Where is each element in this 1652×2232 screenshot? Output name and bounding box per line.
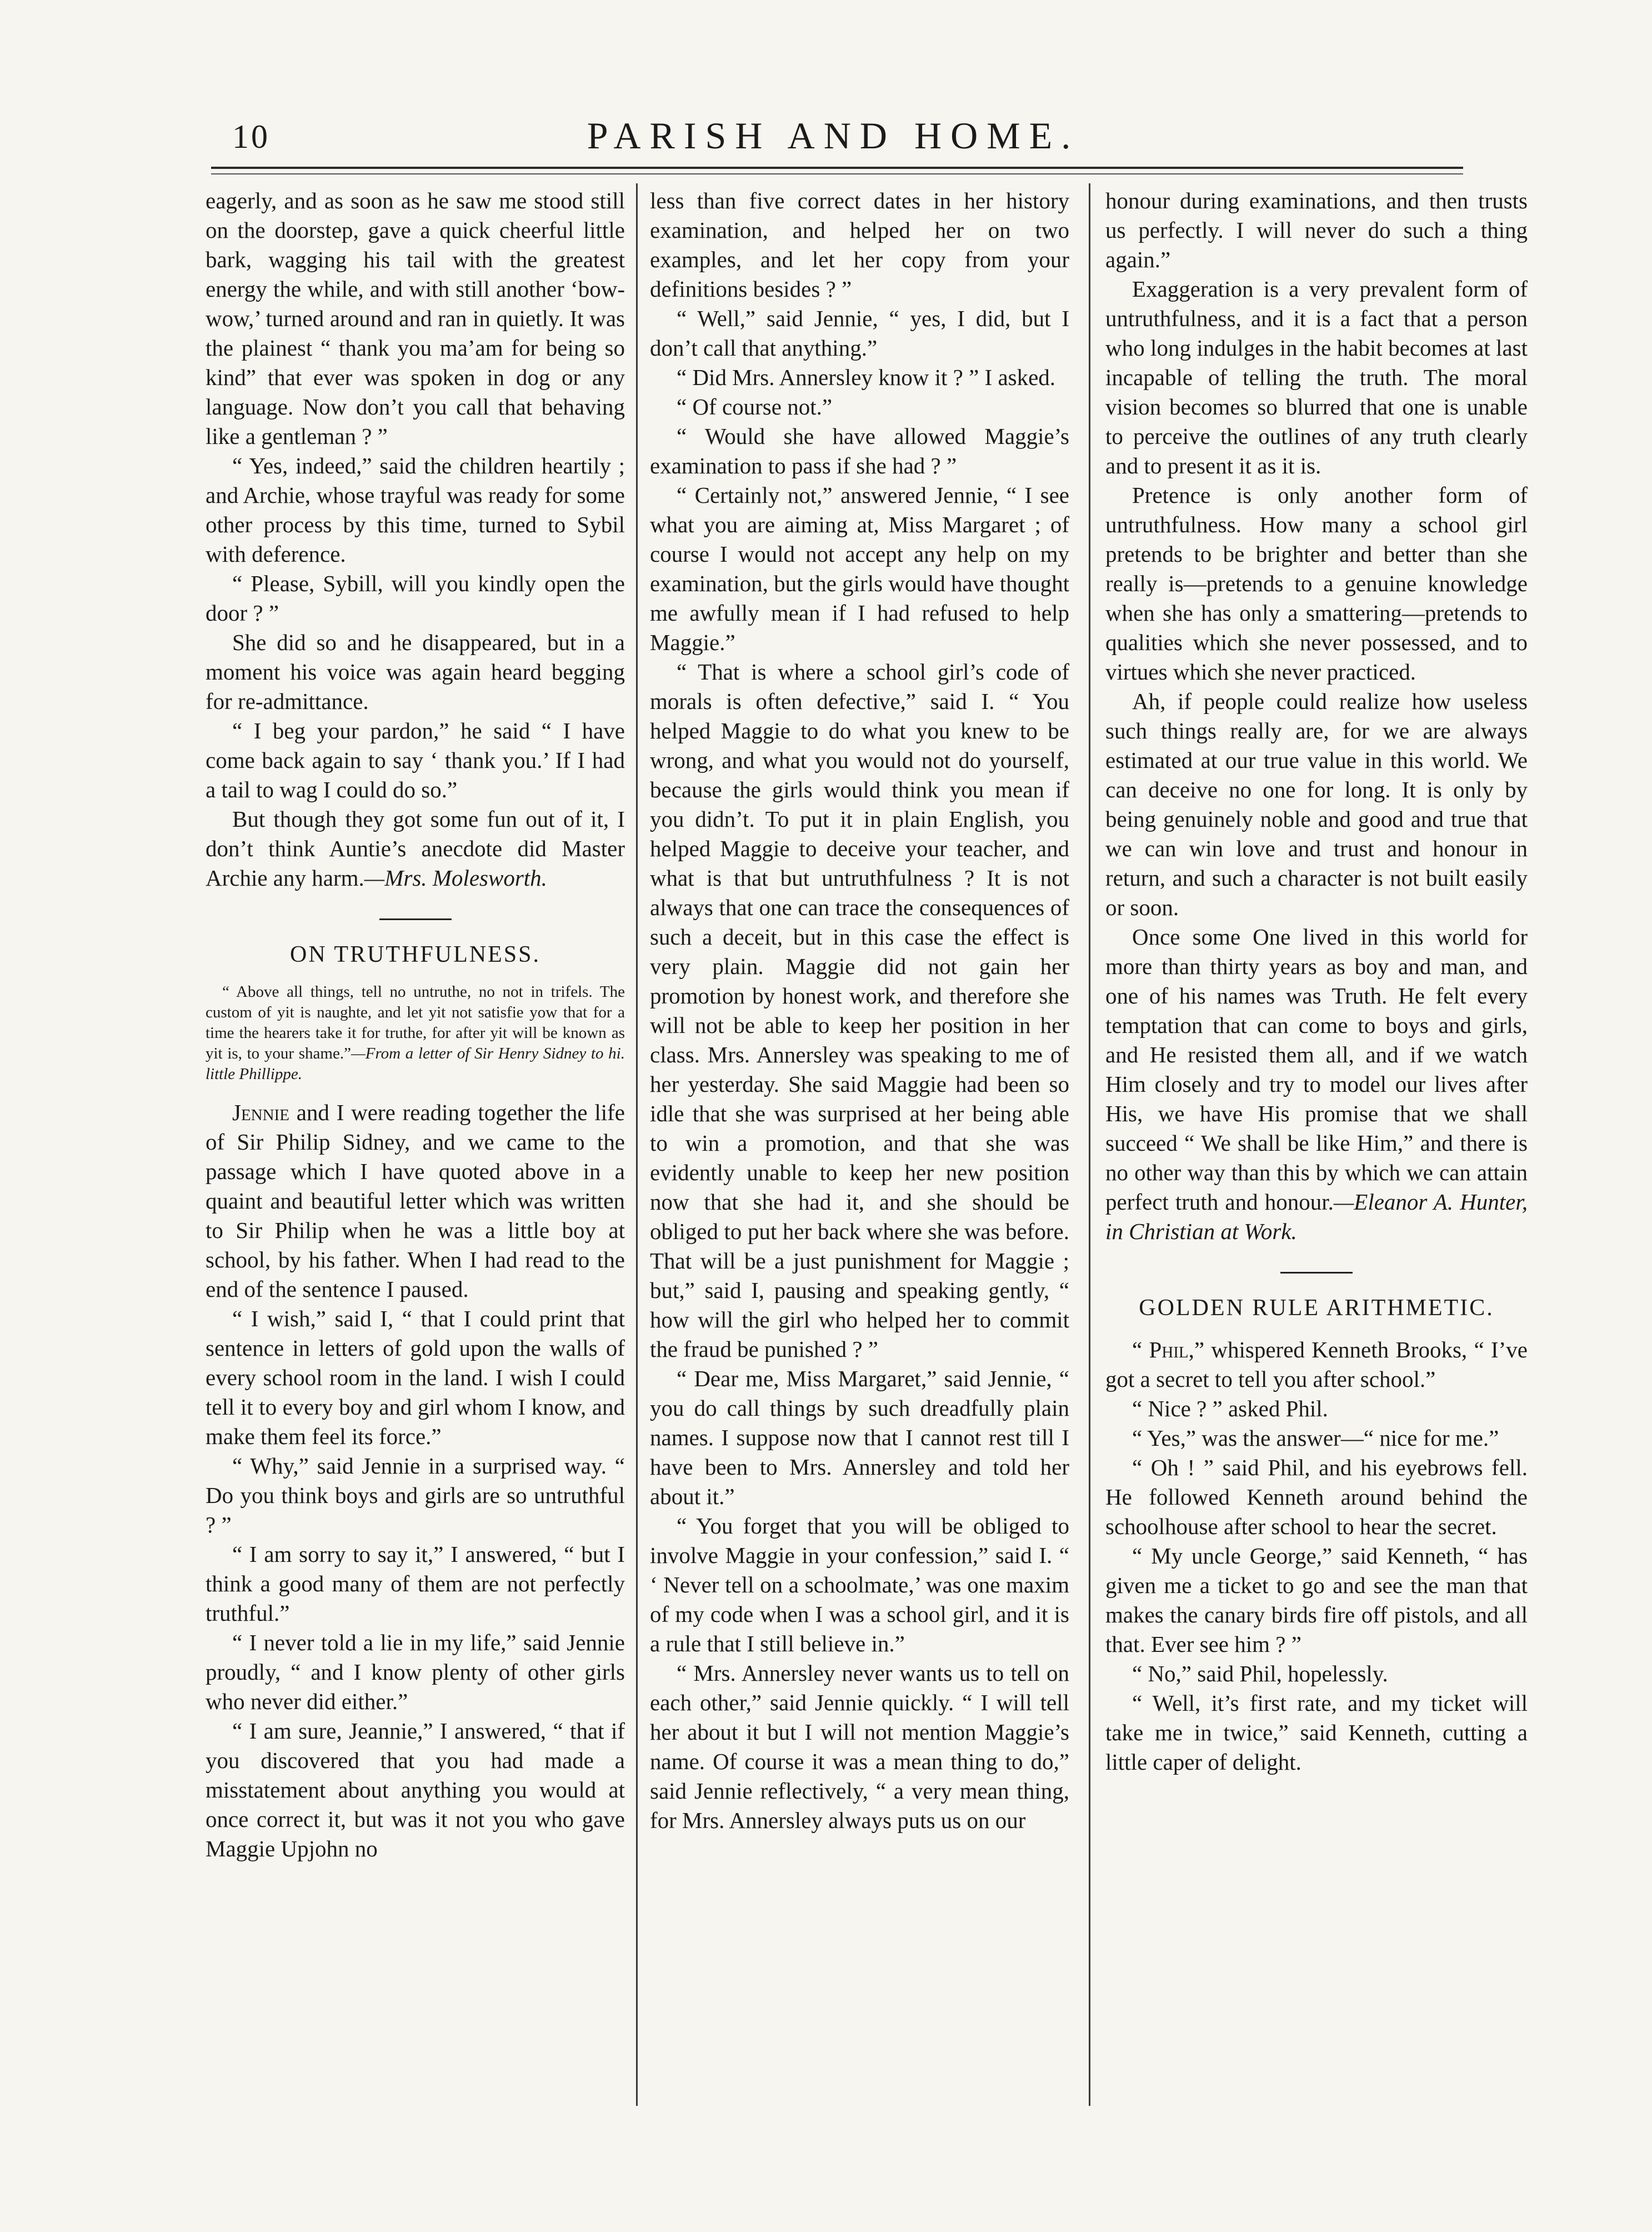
paragraph: [1105, 922, 1528, 1246]
paragraph: “ I never told a lie in my life,” said Jennie proudly, “ and I know plenty of other girls who never did either.”: [206, 1630, 625, 1714]
epigraph: [206, 982, 625, 1085]
section-divider: [379, 918, 452, 920]
column-middle: [650, 186, 1069, 1835]
attribution: —Eleanor A. Hunter, in Christian at Work.: [1105, 1189, 1528, 1244]
column-divider-right: [1089, 183, 1090, 2106]
paragraph: “ No,” said Phil, hopelessly.: [1132, 1661, 1388, 1686]
paragraph-text: Once some One lived in this world for more than thirty years as boy and man, and one of his names was Truth. He felt every temptation that can come to boys and girls, and He resisted them all, and if we watch Him closely and try to model our lives after His, we have His promise that we shall succeed “ We shall be like Him,” and there is no other way than this by which we can attain perfect truth and honour.: [1105, 924, 1528, 1215]
paragraph: “ Mrs. Annersley never wants us to tell on each other,” said Jennie quickly. “ I will tell her about it but I will not mention Maggie’s name. Of course it was a mean thing to do,” said Jennie reflectively, “ a very mean thing, for Mrs. Annersley always puts us on our: [650, 1660, 1069, 1833]
header-rule-thin: [211, 173, 1463, 174]
column-divider-left: [636, 183, 638, 2106]
paragraph: “ You forget that you will be obliged to involve Maggie in your confession,” said I. “ ‘ Never tell on a schoolmate,’ was one maxim of my code when I was a school girl, and it is a rule that I still believe in.”: [650, 1513, 1069, 1656]
paragraph: “ Of course not.”: [677, 394, 833, 420]
article-heading-truthfulness: ON TRUTHFULNESS.: [290, 942, 540, 967]
lead-word: Phil: [1149, 1337, 1189, 1362]
paragraph-text: and I were reading together the life of Sir Philip Sidney, and we came to the passage which I have quoted above in a quaint and beautiful letter which was written to Sir Philip when he was a little boy at school, by his father. When I had read to the end of the sentence I paused.: [206, 1100, 625, 1302]
paragraph: “ That is where a school girl’s code of morals is often defective,” said I. “ You helped Maggie to do what you knew to be wrong, and what you would not do yourself, because the girls would think you mean if you didn’t. To put it in plain English, you helped Maggie to deceive your teacher, and what is that but untruthfulness ? It is not always that one can trace the consequences of such a deceit, but in this case the effect is very plain. Maggie did not gain her promotion by honest work, and therefore she will not be able to keep her position in her class. Mrs. Annersley was speaking to me of her yesterday. She said Maggie had been so idle that she was surprised at her being able to win a promotion, and that she was evidently unable to keep her new position now that she had it, and she should be obliged to put her back where she was before. That will be a just punishment for Maggie ; but,” said I, pausing and speaking gently, “ how will the girl who helped her to commit the fraud be punished ? ”: [650, 659, 1069, 1362]
epigraph-text: “ Above all things, tell no untruthe, no not in trifels. The custom of yit is naughte, and let yit not satisfie yow that for a time the hearers take it for truthe, for after yit will be known as yit is, to your shame.”: [206, 983, 625, 1062]
page-header: [0, 0, 1652, 167]
paragraph: “ My uncle George,” said Kenneth, “ has given me a ticket to go and see the man that makes the canary birds fire off pistols, and all that. Ever see him ? ”: [1105, 1543, 1528, 1657]
paragraph: “ I am sorry to say it,” I answered, “ but I think a good many of them are not perfectly truthful.”: [206, 1541, 625, 1626]
paragraph: “ Nice ? ” asked Phil.: [1132, 1396, 1328, 1421]
paragraph: Exaggeration is a very prevalent form of untruthfulness, and it is a fact that a person who long indulges in the habit becomes at last incapable of telling the truth. The moral vision becomes so blurred that one is unable to perceive the outlines of any truth clearly and to present it as it is.: [1105, 276, 1528, 478]
paragraph: She did so and he disappeared, but in a moment his voice was again heard begging for re-admittance.: [206, 630, 625, 714]
paragraph: “ Oh ! ” said Phil, and his eyebrows fell. He followed Kenneth around behind the schoolhouse after school to hear the secret.: [1105, 1455, 1528, 1539]
paragraph: eagerly, and as soon as he saw me stood still on the doorstep, gave a quick cheerful little bark, wagging his tail with the greatest energy the while, and with still another ‘bow-wow,’ turned around and ran in quietly. It was the plainest “ thank you ma’am for being so kind” that ever was spoken in dog or any language. Now don’t you call that behaving like a gentleman ? ”: [206, 188, 625, 449]
paragraph: less than five correct dates in her history examination, and helped her on two examples, and let her copy from your definitions besides ? ”: [650, 188, 1069, 302]
paragraph: “ I beg your pardon,” he said “ I have come back again to say ‘ thank you.’ If I had a tail to wag I could do so.”: [206, 718, 625, 802]
section-divider: [1280, 1272, 1353, 1274]
paragraph: [206, 805, 625, 893]
paragraph: “ Please, Sybill, will you kindly open the door ? ”: [206, 571, 625, 626]
article-heading-golden-rule: GOLDEN RULE ARITHMETIC.: [1139, 1295, 1494, 1321]
paragraph: Pretence is only another form of untruthfulness. How many a school girl pretends to be brighter and better than she really is—pretends to a genuine knowledge when she has only a smattering—pretends to qualities which she never possessed, and to virtues which she never practiced.: [1105, 482, 1528, 685]
paragraph: “ Would she have allowed Maggie’s examination to pass if she had ? ”: [650, 423, 1069, 478]
header-rule: [211, 167, 1463, 169]
open-quote: “: [1132, 1337, 1149, 1362]
page-number: 10: [232, 118, 270, 155]
attribution: —Mrs. Molesworth.: [364, 865, 547, 891]
paragraph: “ Well,” said Jennie, “ yes, I did, but I don’t call that anything.”: [650, 306, 1069, 361]
column-right: [1105, 186, 1528, 1777]
lead-word: Jennie: [232, 1100, 289, 1125]
paragraph: “ I wish,” said I, “ that I could print that sentence in letters of gold upon the walls of every school room in the land. I wish I could tell it to every boy and girl whom I know, and make them feel its force.”: [206, 1306, 625, 1449]
paragraph: “ Yes,” was the answer—“ nice for me.”: [1132, 1425, 1499, 1451]
paragraph-text: But though they got some fun out of it, I don’t think Auntie’s anecdote did Master Archie any harm.: [206, 806, 625, 891]
epigraph-attribution: —From a letter of Sir Henry Sidney to hi. little Phillippe.: [206, 1045, 625, 1083]
paragraph: honour during examinations, and then trusts us perfectly. I will never do such a thing again.”: [1105, 188, 1528, 272]
paragraph: “ Well, it’s first rate, and my ticket will take me in twice,” said Kenneth, cutting a little caper of delight.: [1105, 1690, 1528, 1775]
paragraph: Ah, if people could realize how useless such things really are, for we are always estimated at our true value in this world. We can deceive no one for long. It is only by being genuinely noble and good and true that we can win love and trust and honour in return, and such a character is not built easily or soon.: [1105, 688, 1528, 920]
running-title: PARISH AND HOME.: [587, 114, 1080, 157]
column-left: [206, 186, 625, 1864]
paragraph: [206, 1098, 625, 1304]
paragraph: “ Did Mrs. Annersley know it ? ” I asked.: [677, 364, 1056, 390]
paragraph: “ Why,” said Jennie in a surprised way. “ Do you think boys and girls are so untruthful ? ”: [206, 1453, 625, 1537]
paragraph: [1105, 1335, 1528, 1394]
paragraph-text: ,” whispered Kenneth Brooks, “ I’ve got a secret to tell you after school.”: [1105, 1337, 1528, 1392]
paragraph: “ Yes, indeed,” said the children heartily ; and Archie, whose trayful was ready for some other process by this time, turned to Sybil with deference.: [206, 453, 625, 567]
paragraph: “ I am sure, Jeannie,” I answered, “ that if you discovered that you had made a misstatement about anything you would at once correct it, but was it not you who gave Maggie Upjohn no: [206, 1718, 625, 1861]
paragraph: “ Dear me, Miss Margaret,” said Jennie, “ you do call things by such dreadfully plain names. I suppose now that I cannot rest till I have been to Mrs. Annersley and told her about it.”: [650, 1366, 1069, 1509]
paragraph: “ Certainly not,” answered Jennie, “ I see what you are aiming at, Miss Margaret ; of course I would not accept any help on my examination, but the girls would have thought me awfully mean if I had refused to help Maggie.”: [650, 482, 1069, 655]
